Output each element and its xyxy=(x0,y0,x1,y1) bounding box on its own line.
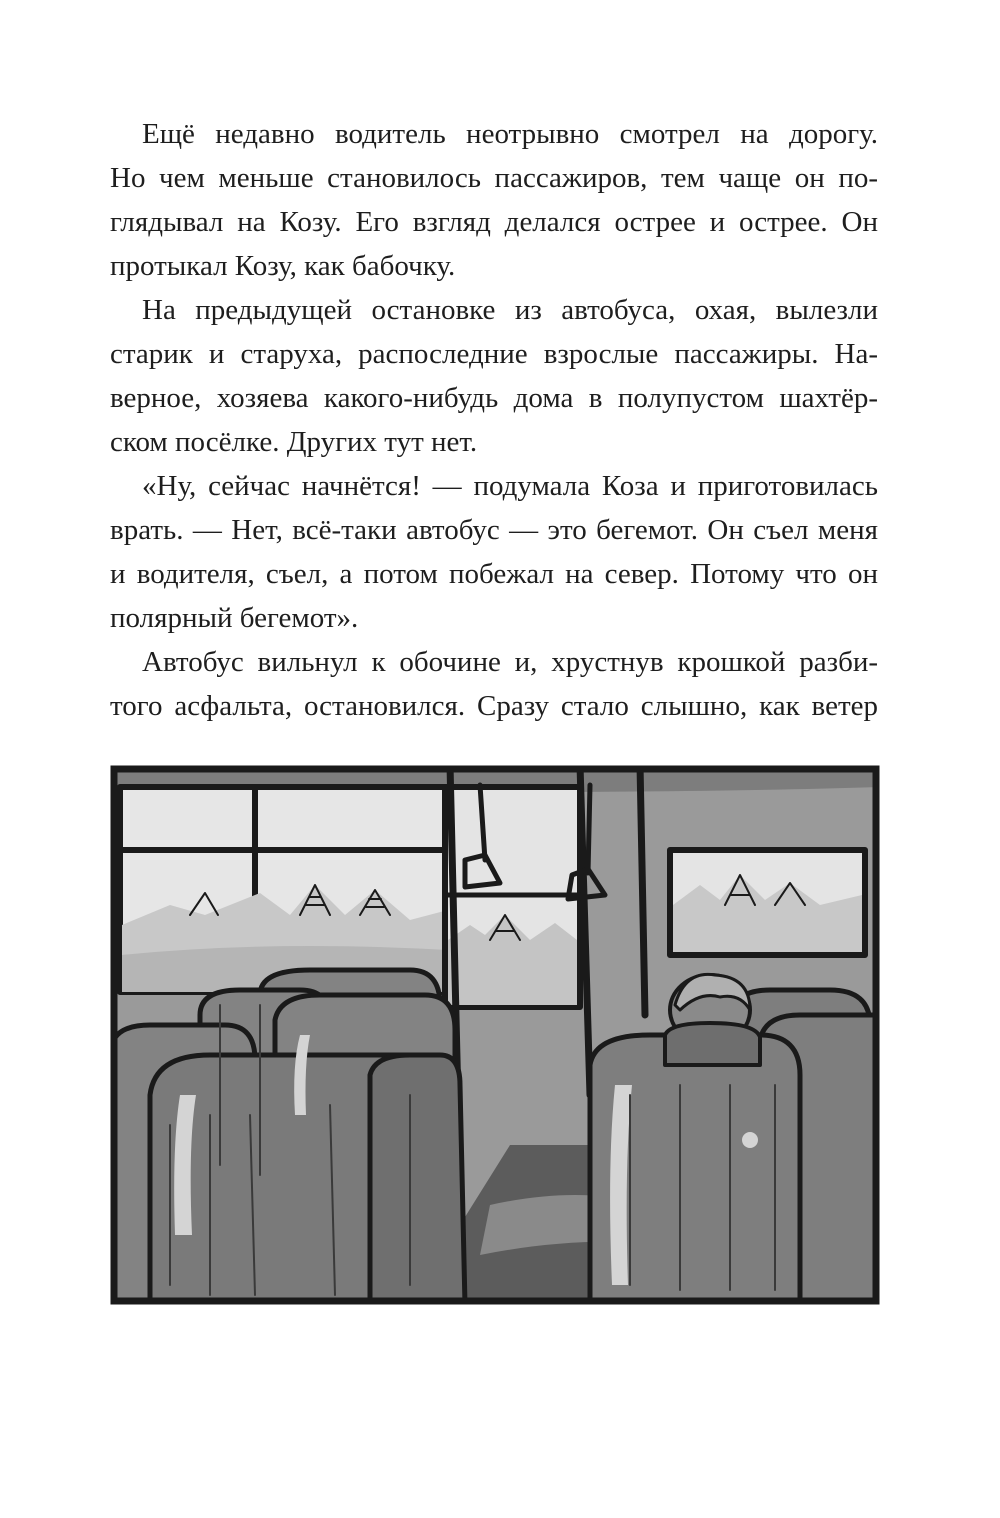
text-line: глядывал на Козу. Его взгляд делался острее и острее. Он xyxy=(110,206,878,238)
bus-interior-illustration xyxy=(110,765,880,1305)
page-text xyxy=(110,112,878,728)
text-line: старик и старуха, распоследние взрослые пассажиры. На- xyxy=(110,338,878,370)
text-line: и водителя, съел, а потом побежал на север. Потому что он xyxy=(110,558,878,590)
window-right xyxy=(670,850,865,955)
text-line: полярный бегемот». xyxy=(110,602,359,634)
text-line: верное, хозяева какого-нибудь дома в полупустом шахтёр- xyxy=(110,382,878,414)
text-line: протыкал Козу, как бабочку. xyxy=(110,250,456,282)
window-middle xyxy=(445,787,580,1007)
text-line: Ещё недавно водитель неотрывно смотрел на дорогу. xyxy=(142,118,878,150)
text-line: Автобус вильнул к обочине и, хрустнув крошкой разби- xyxy=(142,646,878,678)
illustration-drawing xyxy=(110,765,880,1305)
text-line: Но чем меньше становилось пассажиров, тем чаще он по- xyxy=(110,162,878,194)
text-line: врать. — Нет, всё-таки автобус — это бегемот. Он съел меня xyxy=(110,514,878,546)
text-line: «Ну, сейчас начнётся! — подумала Коза и приготовилась xyxy=(142,470,878,502)
text-line: ском посёлке. Других тут нет. xyxy=(110,426,478,458)
text-line: того асфальта, остановился. Сразу стало слышно, как ветер xyxy=(110,690,878,722)
child-figure xyxy=(665,974,760,1065)
text-line: На предыдущей остановке из автобуса, охая, вылезли xyxy=(142,294,878,326)
window-left xyxy=(120,787,450,992)
